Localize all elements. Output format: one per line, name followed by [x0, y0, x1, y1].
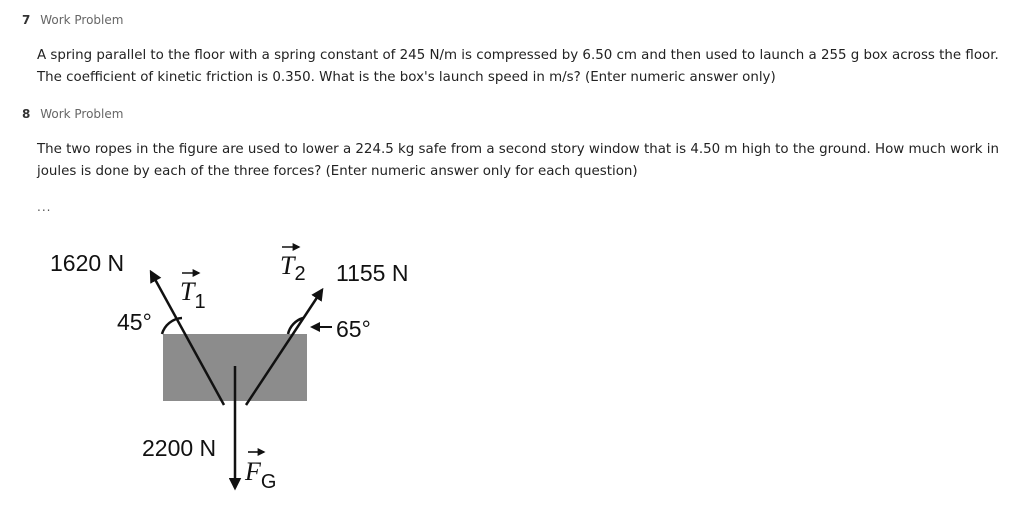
question-number: 7 — [22, 13, 31, 27]
more-options-ellipsis[interactable]: ... — [37, 200, 52, 214]
question-number: 8 — [22, 107, 31, 121]
fg-subscript: G — [260, 471, 277, 493]
t1-angle-arc — [162, 318, 182, 334]
t1-magnitude-label: 1620 N — [50, 250, 125, 276]
fg-symbol: F — [245, 457, 261, 486]
question-8-text: The two ropes in the figure are used to lower a 224.5 kg safe from a second story window that is 4.50 m high to the ground. How much work in joules is done by each of the three forces? (Enter numeric answer only for each question) — [37, 142, 999, 179]
t2-magnitude-label: 1155 N — [336, 260, 409, 286]
question-title: Work Problem — [40, 13, 124, 27]
t1-angle-label: 45° — [117, 309, 152, 335]
t2-angle-label: 65° — [336, 316, 371, 342]
fg-magnitude-label: 2200 N — [142, 435, 217, 461]
t2-symbol: T — [280, 251, 295, 280]
t1-symbol: T — [180, 277, 195, 306]
question-7-text: A spring parallel to the floor with a spring constant of 245 N/m is compressed by 6.50 cm and then used to launch a 255 g box across the floor. The coefficient of kinetic friction is 0.350. What is the box's launch speed in m/s? (Enter numeric answer only) — [37, 48, 999, 85]
svg-text:T2 — [280, 251, 306, 285]
svg-text:T1 — [180, 277, 206, 313]
svg-text:FG — [244, 457, 276, 493]
t2-vector-symbol — [280, 247, 306, 285]
t2-subscript: 2 — [294, 263, 306, 285]
t1-subscript: 1 — [194, 291, 206, 313]
fg-vector-symbol — [244, 452, 276, 493]
question-title: Work Problem — [40, 107, 124, 121]
t1-vector-symbol — [180, 273, 206, 313]
